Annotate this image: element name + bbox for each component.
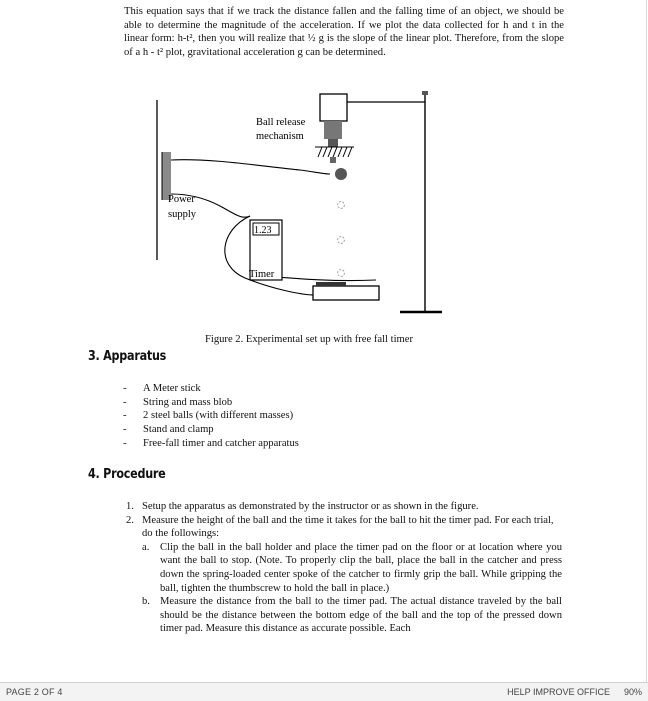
timer-display-value: 1.23 bbox=[254, 225, 272, 236]
status-bar bbox=[0, 682, 648, 701]
procedure-substep bbox=[122, 541, 562, 595]
wire-upper bbox=[171, 160, 330, 174]
help-improve-office-link[interactable]: HELP IMPROVE OFFICE bbox=[507, 687, 610, 697]
substep-text: Measure the distance from the ball to the timer pad. The actual distance traveled by the ball should be the distance between the bottom edge of the ball and the top of the pressed down timer pad. Measure this distance as accurate possible. Each bbox=[160, 596, 562, 635]
experimental-setup-figure bbox=[150, 90, 450, 320]
mechanism-label: mechanism bbox=[256, 131, 304, 142]
ball-release-label: Ball release bbox=[256, 117, 306, 128]
release-clamp bbox=[324, 121, 342, 139]
list-item: - Stand and clamp bbox=[123, 423, 299, 437]
list-item: - A Meter stick bbox=[123, 382, 299, 396]
list-item: - String and mass blob bbox=[123, 396, 299, 410]
step-text: Setup the apparatus as demonstrated by the instructor or as shown in the figure. bbox=[142, 501, 479, 512]
figure-caption: Figure 2. Experimental set up with free fall timer bbox=[205, 334, 413, 345]
procedure-step bbox=[122, 500, 562, 514]
substep-letter: b. bbox=[142, 596, 150, 608]
falling-ball-positions bbox=[338, 202, 345, 277]
power-supply-block bbox=[162, 152, 171, 200]
release-box bbox=[320, 94, 347, 121]
apparatus-list bbox=[123, 382, 299, 451]
power-label: Power bbox=[168, 194, 195, 205]
procedure-heading: 4. Procedure bbox=[88, 467, 166, 482]
catcher-hatch bbox=[315, 147, 354, 157]
apparatus-heading: 3. Apparatus bbox=[88, 349, 167, 364]
steel-ball bbox=[335, 168, 347, 180]
timer-pad bbox=[313, 286, 379, 300]
step-number: 2. bbox=[126, 514, 134, 526]
timer-label: Timer bbox=[249, 269, 275, 280]
supply-label: supply bbox=[168, 209, 197, 220]
step-number: 1. bbox=[126, 501, 134, 512]
zoom-level[interactable]: 90% bbox=[623, 687, 642, 697]
procedure-step bbox=[122, 514, 562, 541]
list-item: - Free-fall timer and catcher apparatus bbox=[123, 437, 299, 451]
intro-paragraph: This equation says that if we track the distance fallen and the falling time of an object, we should be able to determine the magnitude of the acceleration. If we plot the data collected for h and t in the linear form: h-t², then you will realize that ½ g is the slope of the linear plot. Therefore, from the slope of a h - t² plot, gravitational acceleration g can be determined. bbox=[124, 6, 564, 58]
substep-letter: a. bbox=[142, 541, 150, 553]
substep-text: Clip the ball in the ball holder and place the timer pad on the floor or at location where you want the ball to stop. (Note. To properly clip the ball, place the ball in the catcher and press down the spring-loaded center spoke of the catcher to firmly grip the ball. While gripping the ball, tighten the thumbscrew to hold the ball in place.) bbox=[160, 541, 562, 594]
page-indicator: PAGE 2 OF 4 bbox=[6, 687, 63, 697]
list-item: - 2 steel balls (with different masses) bbox=[123, 409, 299, 423]
procedure-substep bbox=[122, 595, 562, 636]
step-text: Measure the height of the ball and the time it takes for the ball to hit the timer pad. For each trial, do the followings: bbox=[142, 514, 554, 540]
stand-pole-top bbox=[422, 91, 428, 95]
procedure-list bbox=[122, 500, 562, 636]
